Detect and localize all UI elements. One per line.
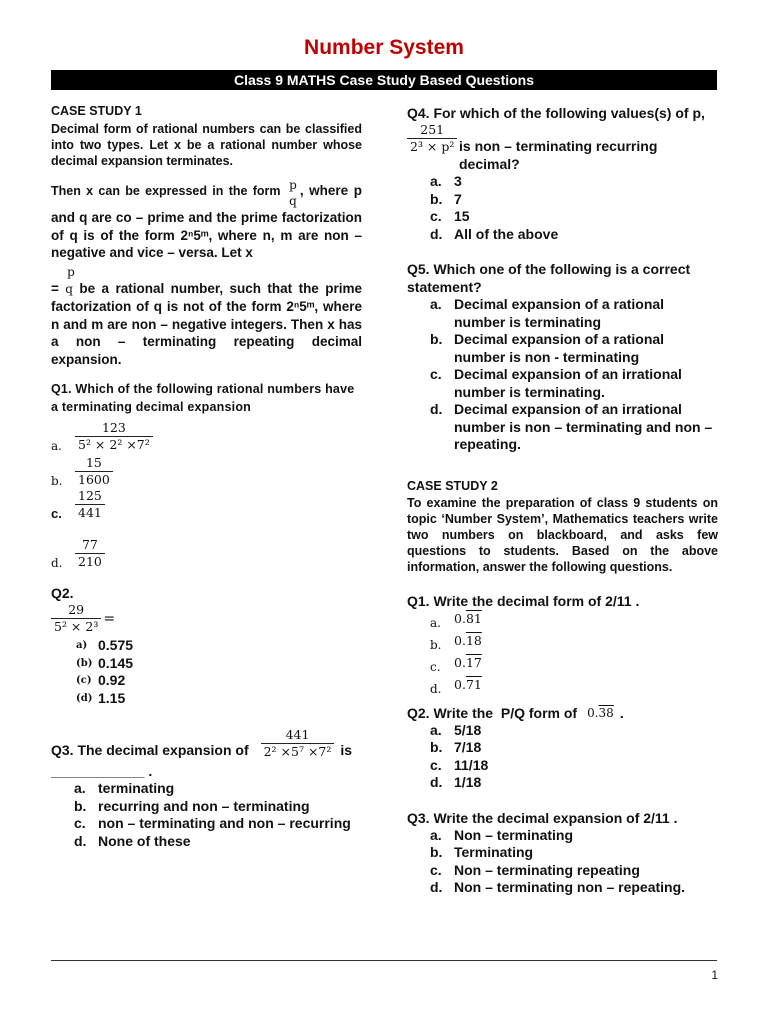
option-text: 11/18 <box>454 756 489 773</box>
option-label: c. <box>430 861 442 878</box>
case-study-2-intro: To examine the preparation of class 9 students on topic ‘Number System’, Mathematics teachers write two numbers on blackboard, and asks few questions to students. Based on the above information, answer the following questions. <box>407 495 718 574</box>
option-item <box>51 455 362 488</box>
page-title: Number System <box>304 36 464 59</box>
option-label: c. <box>74 815 86 831</box>
q4-fraction <box>407 122 457 155</box>
option-item <box>430 844 718 862</box>
option-label: (c) <box>76 675 92 686</box>
option-label: a. <box>430 721 442 738</box>
p-over-q-fraction-2 <box>51 264 91 280</box>
option-item <box>430 774 718 792</box>
q2-label: Q2. <box>51 585 74 601</box>
option-text: Decimal expansion of a rational number is terminating <box>454 296 665 330</box>
option-label: d. <box>51 556 63 570</box>
equals-sign: = <box>51 280 59 296</box>
footer-divider <box>51 960 717 961</box>
recurring-decimal <box>454 677 482 692</box>
fraction-denominator: 2³ × p² <box>407 138 457 155</box>
form-text-continued: , where p and q are co – prime and the prime factorization of q is of the form 2ⁿ5ᵐ, where n, m are non – negative and vice – versa. Let x <box>51 183 363 260</box>
q1-question: Q1. Which of the following rational numbers have a terminating decimal expansion <box>51 382 355 414</box>
option-text: Non – terminating non – repeating. <box>454 879 686 895</box>
form-text: Then x can be expressed in the form <box>51 184 281 198</box>
option-label: d. <box>74 832 87 849</box>
option-fraction <box>75 537 105 570</box>
case-study-1-form-paragraph <box>51 177 362 262</box>
option-fraction <box>75 420 153 453</box>
option-fraction <box>75 455 113 488</box>
recurring-int: 0. <box>454 611 466 626</box>
right-column <box>407 104 718 897</box>
fraction-denominator: 5² × 2² ×7² <box>75 436 153 453</box>
option-item <box>51 420 362 453</box>
fraction-numerator: 441 <box>285 727 310 742</box>
option-label: d. <box>430 774 443 790</box>
recurring-int: 0. <box>454 633 466 648</box>
option-label: b. <box>430 190 443 207</box>
option-label: c. <box>430 756 442 773</box>
q2-options <box>51 637 362 707</box>
fraction-numerator: 15 <box>85 455 102 470</box>
option-text: 0.575 <box>98 637 134 653</box>
option-text: 7/18 <box>454 739 482 755</box>
option-text: Decimal expansion of an irrational number is terminating. <box>454 366 682 400</box>
option-fraction <box>75 488 105 521</box>
option-item <box>430 208 718 226</box>
option-item <box>430 678 718 700</box>
option-item <box>51 537 362 570</box>
fraction-numerator: 125 <box>78 488 102 503</box>
q3-text: Q3. The decimal expansion of <box>51 742 249 758</box>
option-label: b. <box>74 797 87 814</box>
option-label: c. <box>430 659 441 674</box>
option-text: Non – terminating <box>454 826 574 843</box>
recurring-int: 0. <box>587 705 599 720</box>
option-item <box>430 191 718 209</box>
q4-text: is non – terminating recurring decimal? <box>459 138 658 172</box>
option-item <box>430 656 718 678</box>
option-label: b. <box>430 844 443 860</box>
option-text: Terminating <box>454 844 534 860</box>
option-label: d. <box>430 225 443 242</box>
option-text: recurring and non – terminating <box>98 797 310 814</box>
option-item <box>430 173 718 191</box>
page-number: 1 <box>711 968 718 982</box>
fraction-denominator: q <box>289 194 297 208</box>
option-text: 0.92 <box>98 672 126 688</box>
cs2-q2-period: . <box>619 704 624 721</box>
option-label: b. <box>430 739 443 755</box>
option-item <box>430 226 718 244</box>
fraction-denominator: 5² × 2³ <box>51 618 101 635</box>
left-column <box>51 104 362 850</box>
option-text: None of these <box>98 832 191 849</box>
option-item <box>76 655 362 673</box>
option-item <box>430 612 718 634</box>
option-text: 5/18 <box>454 721 482 738</box>
recurring-digits: 18 <box>465 633 482 648</box>
q5-question: Q5. Which one of the following is a correct statement? <box>407 261 691 295</box>
option-item <box>430 879 718 897</box>
cs2-q3-question: Q3. Write the decimal expansion of 2/11 . <box>407 809 678 826</box>
p-over-q-fraction <box>286 177 300 209</box>
section-banner: Class 9 MATHS Case Study Based Questions <box>51 70 717 90</box>
option-label: a. <box>74 780 86 796</box>
cs2-q2-recurring <box>587 704 614 722</box>
fraction-numerator: 251 <box>420 122 445 137</box>
option-label: b. <box>430 637 442 652</box>
fraction-denominator: q <box>65 281 73 296</box>
option-item <box>76 690 362 708</box>
option-text: 1/18 <box>454 774 482 790</box>
option-item <box>430 862 718 880</box>
cs2-q1-question: Q1. Write the decimal form of 2/11 . <box>407 592 640 609</box>
option-label: c. <box>430 208 442 224</box>
fraction-numerator: 77 <box>81 537 98 552</box>
option-label: d. <box>430 401 443 417</box>
option-label: d. <box>430 681 442 696</box>
fraction-numerator: 123 <box>101 420 126 435</box>
recurring-decimal <box>454 655 482 670</box>
case-study-1-heading: CASE STUDY 1 <box>51 104 142 118</box>
q3-options <box>51 780 362 850</box>
option-text: 3 <box>454 173 462 189</box>
equals-sign: = <box>103 610 116 627</box>
option-text: non – terminating and non – recurring <box>98 815 351 831</box>
q2-fraction <box>51 602 101 635</box>
option-label: a. <box>430 173 442 189</box>
option-label: c. <box>51 506 62 521</box>
recurring-digits: 81 <box>465 611 482 626</box>
option-label: c. <box>430 366 442 382</box>
option-label: b. <box>51 474 63 488</box>
option-item <box>430 722 718 740</box>
fraction-numerator: 29 <box>68 602 85 617</box>
option-label: a. <box>51 439 62 453</box>
case-study-1-nonterminating-paragraph <box>51 264 362 369</box>
recurring-decimal <box>454 611 482 626</box>
option-item <box>430 739 718 757</box>
option-item <box>76 637 362 655</box>
fraction-numerator: p <box>67 264 75 279</box>
option-text: All of the above <box>454 225 559 242</box>
option-text: 15 <box>454 208 470 224</box>
option-label: (b) <box>76 657 93 669</box>
option-label: a. <box>430 615 441 630</box>
q5-options <box>407 296 718 454</box>
fraction-denominator: 2² ×5⁷ ×7² <box>261 743 335 760</box>
cs2-q2-options <box>407 722 718 792</box>
fraction-denominator: 1600 <box>75 471 113 488</box>
option-text: Non – terminating repeating <box>454 861 640 878</box>
option-label: a. <box>430 826 442 843</box>
q3-question <box>51 727 362 760</box>
option-item <box>430 634 718 656</box>
option-text: terminating <box>98 780 175 796</box>
option-item <box>430 296 718 331</box>
option-item <box>430 331 718 366</box>
q1-options <box>51 420 362 570</box>
option-text: 0.145 <box>98 654 134 671</box>
option-label: a) <box>76 640 88 651</box>
recurring-int: 0. <box>454 677 466 692</box>
recurring-int: 0. <box>454 655 466 670</box>
q2-expression <box>51 602 362 635</box>
case-study-1-intro: Decimal form of rational numbers can be classified into two types. Let x be a rational number whose decimal expansion terminates. <box>51 122 362 168</box>
cs2-q2-question <box>407 704 718 722</box>
fraction-denominator: 441 <box>75 504 105 521</box>
fraction-denominator: 210 <box>75 553 105 570</box>
fraction-numerator: p <box>289 178 297 192</box>
q4-question: Q4. For which of the following values(s) of p, <box>407 105 705 121</box>
q3-text-end: is <box>340 742 353 758</box>
option-item <box>74 798 362 816</box>
q4-options <box>407 173 718 243</box>
option-item <box>51 488 362 521</box>
option-item <box>76 672 362 690</box>
option-item <box>74 833 362 851</box>
option-label: (d) <box>76 692 93 704</box>
case-study-2-heading: CASE STUDY 2 <box>407 478 498 493</box>
option-text: Decimal expansion of an irrational number is non – terminating and non – repeating. <box>454 401 713 452</box>
q3-fraction <box>261 727 335 760</box>
option-item <box>74 815 362 833</box>
cs2-q3-options <box>407 827 718 897</box>
option-item <box>430 757 718 775</box>
option-text: Decimal expansion of a rational number is non - terminating <box>454 331 665 365</box>
option-item <box>74 780 362 798</box>
option-label: a. <box>430 296 442 312</box>
option-item <box>430 401 718 454</box>
option-text: 1.15 <box>98 689 126 706</box>
cs2-q1-options <box>407 612 718 700</box>
option-item <box>430 827 718 845</box>
q3-blank: ____________ . <box>51 763 153 779</box>
option-label: b. <box>430 331 443 347</box>
recurring-digits: 71 <box>465 677 482 692</box>
option-item <box>430 366 718 401</box>
nonterminating-text: be a rational number, such that the prime factorization of q is not of the form 2ⁿ5ᵐ, where n and m are non – negative integers. Then x has a non – terminating repeating decimal expansion. <box>51 280 362 367</box>
cs2-q2-text: Q2. Write the P/Q form of <box>407 704 578 721</box>
option-text: 7 <box>454 190 462 207</box>
option-label: d. <box>430 879 443 895</box>
recurring-digits: 38 <box>598 705 614 720</box>
recurring-digits: 17 <box>465 655 482 670</box>
recurring-decimal <box>454 633 482 648</box>
